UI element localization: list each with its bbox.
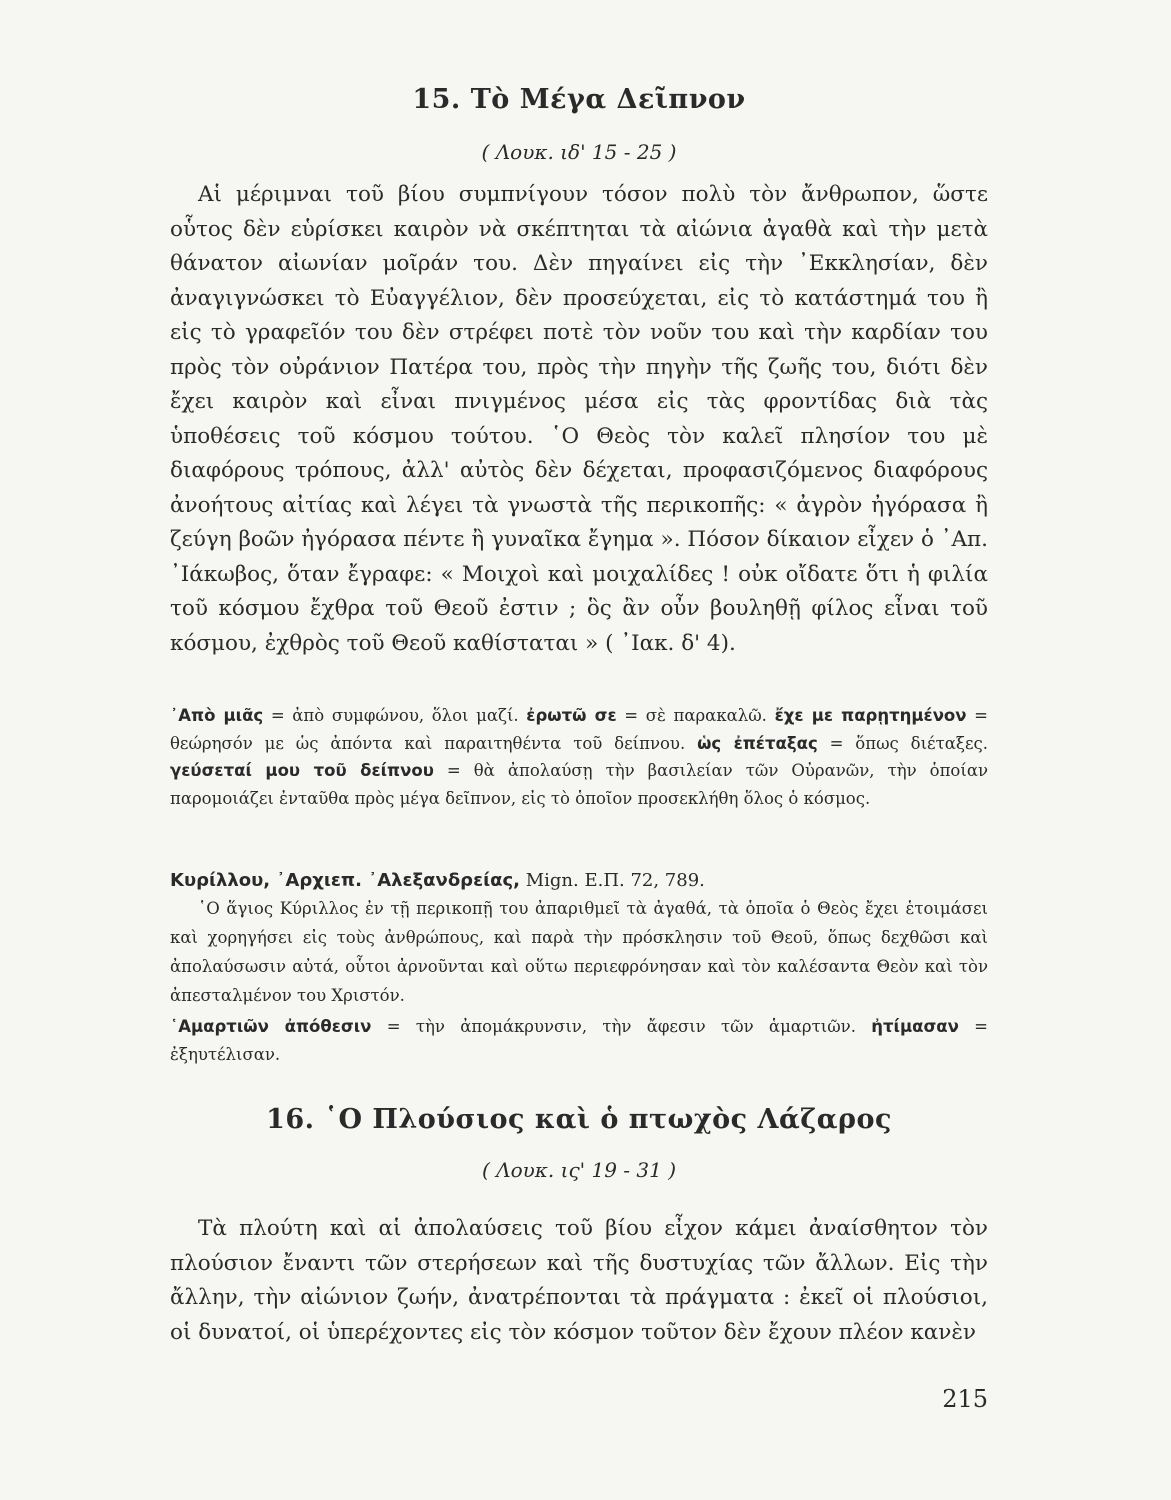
note-term: ἐρωτῶ σε: [526, 706, 617, 725]
section-16-reference: ( Λουκ. ις' 19 - 31 ): [481, 1158, 677, 1182]
note-gloss: = θεώρησόν με ὡς ἀπόντα καὶ παραιτηθέντα τοῦ δείπνου.: [170, 706, 988, 753]
note-gloss: = θὰ ἀπολαύσῃ τὴν βασιλείαν τῶν Οὐρανῶν, τὴν ὁποίαν παρομοιάζει ἐνταῦθα πρὸς μέγα δεῖπνον, εἰς τὸ ὁποῖον προσεκλήθη ὅλος ὁ κόσμος.: [170, 761, 988, 808]
note-term: ῾Αμαρτιῶν ἀπόθεσιν: [170, 1017, 372, 1036]
commentary-glossary: [170, 1013, 988, 1068]
note-gloss: = ἐξηυτέλισαν.: [170, 1017, 988, 1064]
section-16-body: Τὰ πλούτη καὶ αἱ ἀπολαύσεις τοῦ βίου εἶχον κάμει ἀναίσθητον τὸν πλούσιον ἔναντι τῶν στερήσεων καὶ τῆς δυστυχίας τῶν ἄλλων. Εἰς τὴν ἄλλην, τὴν αἰώνιον ζωήν, ἀνατρέπονται τὰ πράγματα : ἐκεῖ οἱ πλούσιοι, οἱ δυνατοί, οἱ ὑπερέχοντες εἰς τὸν κόσμον τοῦτον δὲν ἔχουν πλέον κανὲν: [170, 1216, 988, 1345]
section-15-body: Αἱ μέριμναι τοῦ βίου συμπνίγουν τόσον πολὺ τὸν ἄνθρωπον, ὥστε οὗτος δὲν εὑρίσκει καιρὸν νὰ σκέπτηται τὰ αἰώνια ἀγαθὰ καὶ τὴν μετὰ θάνατον αἰωνίαν μοῖράν του. Δὲν πηγαίνει εἰς τὴν ᾿Εκκλησίαν, δὲν ἀναγιγνώσκει τὸ Εὐαγγέλιον, δὲν προσεύχεται, εἰς τὸ κατάστημά του ἢ εἰς τὸ γραφεῖόν του δὲν στρέφει ποτὲ τὸν νοῦν του καὶ τὴν καρδίαν του πρὸς τὸν οὐράνιον Πατέρα του, πρὸς τὴν πηγὴν τῆς ζωῆς του, διότι δὲν ἔχει καιρὸν καὶ εἶναι πνιγμένος μέσα εἰς τὰς φροντίδας διὰ τὰς ὑποθέσεις τοῦ κόσμου τούτου. ῾Ο Θεὸς τὸν καλεῖ πλησίον του μὲ διαφόρους τρόπους, ἀλλ' αὐτὸς δὲν δέχεται, προφασιζόμενος διαφόρους ἀνοήτους αἰτίας καὶ λέγει τὰ γνωστὰ τῆς περικοπῆς: « ἀγρὸν ἠγόρασα ἢ ζεύγη βοῶν ἠγόρασα πέντε ἢ γυναῖκα ἔγημα ». Πόσον δίκαιον εἶχεν ὁ ᾿Απ. ᾿Ιάκωβος, ὅταν ἔγραφε: « Μοιχοὶ καὶ μοιχαλίδες ! οὐκ οἴδατε ὅτι ἡ φιλία τοῦ κόσμου ἔχθρα τοῦ Θεοῦ ἐστιν ; ὃς ἂν οὖν βουληθῇ φίλος εἶναι τοῦ κόσμου, ἐχθρὸς τοῦ Θεοῦ καθίσταται » ( ᾿Ιακ. δ' 4).: [170, 182, 988, 656]
source-citation: [170, 870, 988, 891]
note-term: ἔχε με παρῃτημένον: [774, 706, 967, 725]
note-gloss: = ἀπὸ συμφώνου, ὅλοι μαζί.: [263, 706, 527, 725]
source-reference: Mign. Ε.Π. 72, 789.: [519, 870, 705, 891]
page-number: 215: [942, 1385, 988, 1413]
section-15-title: 15. Τὸ Μέγα Δεῖπνον: [412, 84, 746, 115]
note-term: ὡς ἐπέταξας: [697, 733, 818, 753]
section-15-reference: ( Λουκ. ιδ' 15 - 25 ): [481, 140, 677, 164]
commentary-text: ῾Ο ἅγιος Κύριλλος ἐν τῇ περικοπῇ του ἀπαριθμεῖ τὰ ἀγαθά, τὰ ὁποῖα ὁ Θεὸς ἔχει ἑτοιμάσει καὶ χορηγήσει εἰς τοὺς ἀνθρώπους, καὶ παρὰ τὴν πρόσκλησιν τοῦ Θεοῦ, ὅπως δεχθῶσι καὶ ἀπολαύσωσιν αὐτά, οὗτοι ἀρνοῦνται καὶ οὕτω περιεφρόνησαν καὶ τὸν καλέσαντα Θεὸν καὶ τὸν ἀπεσταλμένον του Χριστόν.: [170, 899, 988, 1005]
section-16-title: 16. ῾Ο Πλούσιος καὶ ὁ πτωχὸς Λάζαρος: [266, 1104, 892, 1135]
note-gloss: = σὲ παρακαλῶ.: [616, 706, 775, 725]
note-gloss: = τὴν ἀπομάκρυνσιν, τὴν ἄφεσιν τῶν ἁμαρτιῶν.: [371, 1017, 872, 1036]
source-author: Κυρίλλου, ᾿Αρχιεπ. ᾿Αλεξανδρείας,: [170, 870, 520, 891]
note-term: ᾿Απὸ μιᾶς: [170, 706, 264, 725]
note-gloss: = ὅπως διέταξες.: [817, 733, 988, 753]
note-term: γεύσεταί μου τοῦ δείπνου: [170, 761, 434, 780]
section-15-glossary: [170, 702, 988, 812]
note-term: ἠτίμασαν: [871, 1017, 959, 1036]
